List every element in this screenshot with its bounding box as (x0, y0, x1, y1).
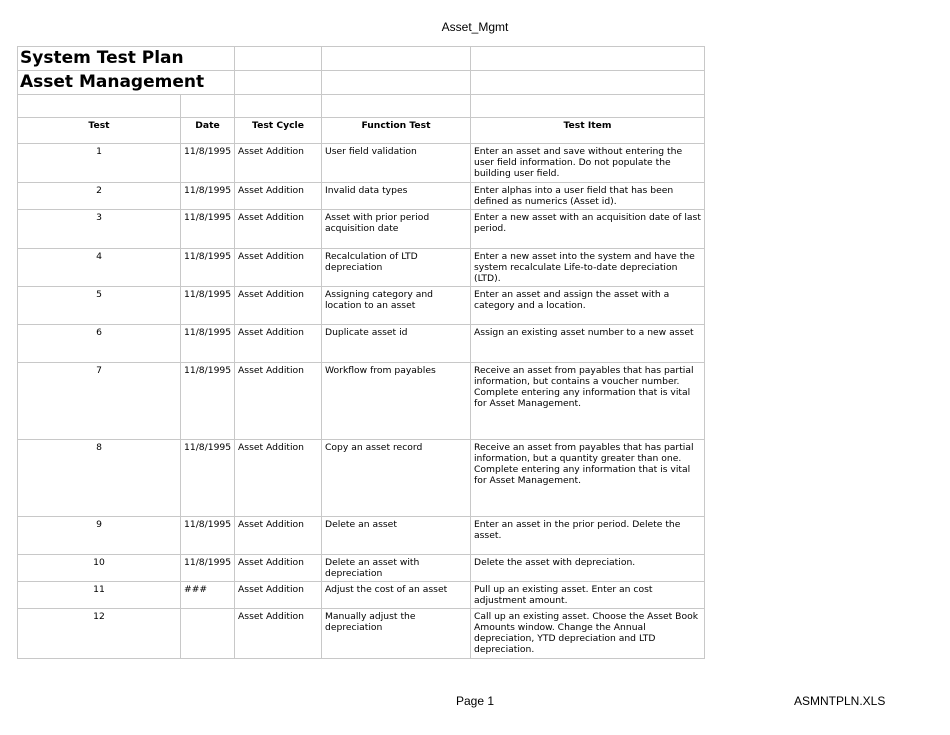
cell-date: 11/8/1995 (181, 249, 235, 287)
table-row (18, 144, 705, 183)
col-header-test: Test (18, 118, 181, 144)
cell-test-item: Pull up an existing asset. Enter an cost adjustment amount. (471, 582, 705, 609)
blank-row (18, 95, 705, 118)
cell-test-item: Assign an existing asset number to a new asset (471, 325, 705, 363)
cell-test: 8 (18, 440, 181, 517)
cell-function-test: Delete an asset (322, 517, 471, 555)
cell-date: 11/8/1995 (181, 440, 235, 517)
table-row (18, 440, 705, 517)
cell-date: ### (181, 582, 235, 609)
table-row (18, 287, 705, 325)
cell-test-cycle: Asset Addition (235, 144, 322, 183)
cell-date: 11/8/1995 (181, 517, 235, 555)
cell-test-cycle: Asset Addition (235, 325, 322, 363)
cell-test-item: Receive an asset from payables that has partial information, but a quantity greater than one. Complete entering any information that is vital for Asset Management. (471, 440, 705, 517)
cell-function-test: Manually adjust the depreciation (322, 609, 471, 659)
cell-test-cycle: Asset Addition (235, 363, 322, 440)
cell-date: 11/8/1995 (181, 144, 235, 183)
table-row (18, 249, 705, 287)
sheet-subtitle: Asset Management (18, 71, 235, 95)
col-header-date: Date (181, 118, 235, 144)
cell-test: 4 (18, 249, 181, 287)
cell-test-cycle: Asset Addition (235, 287, 322, 325)
table-row (18, 582, 705, 609)
cell-test-item: Enter a new asset with an acquisition date of last period. (471, 210, 705, 249)
cell-test-item: Enter an asset in the prior period. Delete the asset. (471, 517, 705, 555)
cell-date: 11/8/1995 (181, 210, 235, 249)
cell-test: 11 (18, 582, 181, 609)
cell-function-test: Delete an asset with depreciation (322, 555, 471, 582)
col-header-test-item: Test Item (471, 118, 705, 144)
cell-test-item: Receive an asset from payables that has partial information, but contains a voucher number. Complete entering any information that is vital for Asset Management. (471, 363, 705, 440)
table-row (18, 210, 705, 249)
cell-function-test: Recalculation of LTD depreciation (322, 249, 471, 287)
cell-function-test: Adjust the cost of an asset (322, 582, 471, 609)
title-row-1 (18, 47, 705, 71)
cell-test-cycle: Asset Addition (235, 210, 322, 249)
cell-test-cycle: Asset Addition (235, 609, 322, 659)
cell-test: 2 (18, 183, 181, 210)
cell-function-test: User field validation (322, 144, 471, 183)
table-row (18, 609, 705, 659)
cell-test: 7 (18, 363, 181, 440)
cell-date: 11/8/1995 (181, 183, 235, 210)
cell-function-test: Assigning category and location to an asset (322, 287, 471, 325)
cell-function-test: Invalid data types (322, 183, 471, 210)
cell-test-item: Enter an asset and assign the asset with a category and a location. (471, 287, 705, 325)
footer-file-name: ASMNTPLN.XLS (794, 694, 886, 708)
title-row-2 (18, 71, 705, 95)
cell-date: 11/8/1995 (181, 555, 235, 582)
cell-test-item: Enter alphas into a user field that has been defined as numerics (Asset id). (471, 183, 705, 210)
table-row (18, 325, 705, 363)
cell-test-cycle: Asset Addition (235, 517, 322, 555)
cell-date: 11/8/1995 (181, 287, 235, 325)
column-header-row (18, 118, 705, 144)
cell-test-item: Call up an existing asset. Choose the Asset Book Amounts window. Change the Annual depreciation, YTD depreciation and LTD depreciation. (471, 609, 705, 659)
cell-test: 5 (18, 287, 181, 325)
sheet-title: System Test Plan (18, 47, 235, 71)
page-header: Asset_Mgmt (441, 20, 509, 34)
cell-test-item: Enter a new asset into the system and have the system recalculate Life-to-date depreciation (LTD). (471, 249, 705, 287)
cell-test-item: Enter an asset and save without entering the user field information. Do not populate the building user field. (471, 144, 705, 183)
cell-function-test: Duplicate asset id (322, 325, 471, 363)
cell-date (181, 609, 235, 659)
col-header-function-test: Function Test (322, 118, 471, 144)
table-row (18, 363, 705, 440)
table-row (18, 517, 705, 555)
cell-test: 6 (18, 325, 181, 363)
cell-date: 11/8/1995 (181, 325, 235, 363)
cell-test-cycle: Asset Addition (235, 555, 322, 582)
cell-function-test: Workflow from payables (322, 363, 471, 440)
col-header-test-cycle: Test Cycle (235, 118, 322, 144)
cell-test-cycle: Asset Addition (235, 183, 322, 210)
cell-test: 10 (18, 555, 181, 582)
cell-test-cycle: Asset Addition (235, 440, 322, 517)
cell-date: 11/8/1995 (181, 363, 235, 440)
test-plan-table (17, 46, 705, 659)
cell-test-item: Delete the asset with depreciation. (471, 555, 705, 582)
cell-test: 3 (18, 210, 181, 249)
cell-test: 12 (18, 609, 181, 659)
cell-function-test: Asset with prior period acquisition date (322, 210, 471, 249)
table-row (18, 555, 705, 582)
table-row (18, 183, 705, 210)
cell-test-cycle: Asset Addition (235, 582, 322, 609)
cell-test-cycle: Asset Addition (235, 249, 322, 287)
cell-test: 1 (18, 144, 181, 183)
cell-test: 9 (18, 517, 181, 555)
cell-function-test: Copy an asset record (322, 440, 471, 517)
footer-page-number: Page 1 (455, 694, 495, 708)
